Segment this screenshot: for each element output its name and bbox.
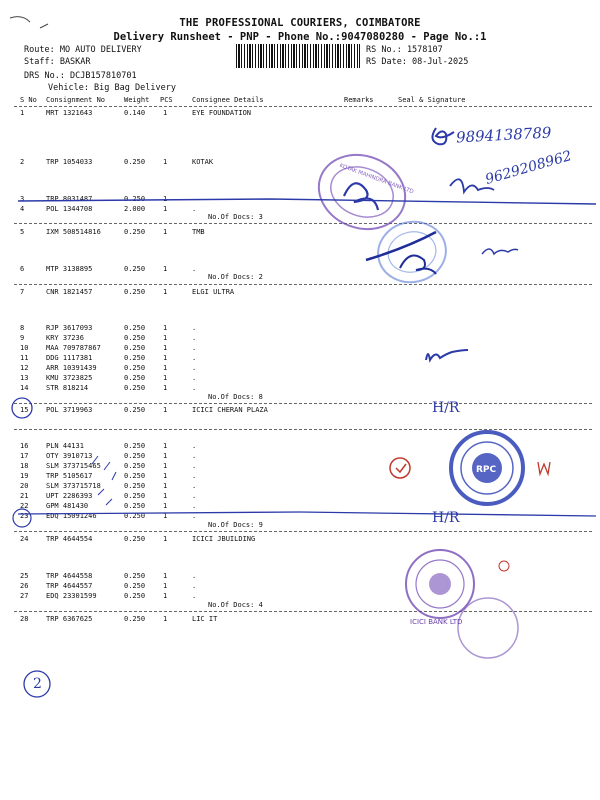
- row-consignment: DDG 1117381: [46, 354, 93, 362]
- row-weight: 0.250: [124, 344, 146, 352]
- kotak-stamp-icon: [308, 143, 415, 241]
- signature-icon: [450, 179, 494, 192]
- row-consignment: TRP 4644557: [46, 582, 93, 590]
- row-consignment: ARR 10391439: [46, 364, 97, 372]
- row-consignment: KMU 3723825: [46, 374, 93, 382]
- docs-count: No.Of Docs: 3: [208, 213, 263, 221]
- row-pcs: 1: [163, 288, 168, 296]
- row-sno: 14: [20, 384, 29, 392]
- row-consignment: MRT 1321643: [46, 109, 93, 117]
- row-consignment: MTP 3138895: [46, 265, 93, 273]
- row-details: .: [192, 364, 197, 372]
- row-pcs: 1: [163, 364, 168, 372]
- row-weight: 0.250: [124, 384, 146, 392]
- handwritten-page-mark: 2: [33, 676, 42, 692]
- row-pcs: 1: [163, 572, 168, 580]
- row-sno: 10: [20, 344, 29, 352]
- row-pcs: 1: [163, 109, 168, 117]
- row-consignment: TRP 4644558: [46, 572, 93, 580]
- row-sno: 1: [20, 109, 25, 117]
- row-details: .: [192, 462, 197, 470]
- row-sno: 26: [20, 582, 29, 590]
- rpc-stamp-label: RPC: [476, 465, 497, 475]
- row-weight: 0.250: [124, 354, 146, 362]
- row-sno: 18: [20, 462, 29, 470]
- row-details: ICICI JBUILDING: [192, 535, 256, 543]
- tick-mark-icon: [92, 456, 116, 505]
- col-consignee: Consignee Details: [192, 96, 264, 104]
- row-pcs: 1: [163, 158, 168, 166]
- signature-icon: [482, 249, 518, 254]
- row-weight: 0.250: [124, 572, 146, 580]
- row-details: .: [192, 592, 197, 600]
- row-sno: 5: [20, 228, 25, 236]
- row-sno: 3: [20, 195, 25, 203]
- row-pcs: 1: [163, 384, 168, 392]
- docs-count: No.Of Docs: 4: [208, 601, 263, 609]
- handwritten-hr-2: H/R: [432, 510, 460, 526]
- row-weight: 2.000: [124, 205, 146, 213]
- row-sno: 13: [20, 374, 29, 382]
- col-weight: Weight: [124, 96, 150, 104]
- red-check-icon: [396, 464, 406, 472]
- row-sno: 21: [20, 492, 29, 500]
- row-consignment: STR 818214: [46, 384, 89, 392]
- row-pcs: 1: [163, 265, 168, 273]
- row-details: .: [192, 205, 197, 213]
- row-details: .: [192, 334, 197, 342]
- row-weight: 0.250: [124, 374, 146, 382]
- red-mark-icon: [499, 561, 509, 571]
- drs-number: DRS No.: DCJB157810701: [24, 71, 137, 81]
- row-details: .: [192, 384, 197, 392]
- row-pcs: 1: [163, 615, 168, 623]
- row-details: TMB: [192, 228, 205, 236]
- row-circle-mark: [13, 509, 31, 527]
- red-check-icon: [390, 458, 410, 478]
- row-consignment: RJP 3617093: [46, 324, 93, 332]
- row-sno: 2: [20, 158, 25, 166]
- row-details: .: [192, 492, 197, 500]
- row-consignment: POL 1344708: [46, 205, 93, 213]
- row-weight: 0.250: [124, 535, 146, 543]
- row-details: .: [192, 472, 197, 480]
- signature-icon: [432, 128, 454, 144]
- row-details: .: [192, 374, 197, 382]
- row-sno: 4: [20, 205, 25, 213]
- row-sno: 17: [20, 452, 29, 460]
- staff-text: Staff: BASKAR: [24, 57, 91, 67]
- docs-count: No.Of Docs: 9: [208, 521, 263, 529]
- row-sno: 16: [20, 442, 29, 450]
- row-consignment: MAA 709787867: [46, 344, 101, 352]
- row-consignment: IXM 508514816: [46, 228, 101, 236]
- col-sno: S No: [20, 96, 37, 104]
- col-remarks: Remarks: [344, 96, 374, 104]
- row-sno: 24: [20, 535, 29, 543]
- row-sno: 23: [20, 512, 29, 520]
- row-pcs: 1: [163, 205, 168, 213]
- row-sno: 12: [20, 364, 29, 372]
- page-circle-mark: [24, 671, 50, 697]
- row-consignment: TRP 6367625: [46, 615, 93, 623]
- row-pcs: 1: [163, 472, 168, 480]
- row-weight: 0.250: [124, 482, 146, 490]
- row-consignment: SLM 373715465: [46, 462, 101, 470]
- row-pcs: 1: [163, 344, 168, 352]
- row-weight: 0.250: [124, 512, 146, 520]
- handwritten-hr-1: H/R: [432, 400, 460, 416]
- row-sno: 8: [20, 324, 25, 332]
- row-consignment: CNR 1821457: [46, 288, 93, 296]
- row-consignment: OTY 3910713: [46, 452, 93, 460]
- icici-stamp-icon: [406, 550, 474, 618]
- row-consignment: POL 3719963: [46, 406, 93, 414]
- row-consignment: TRP 5105617: [46, 472, 93, 480]
- icici-stamp-label: ICICI BANK LTD: [410, 618, 463, 626]
- row-consignment: SLM 373715718: [46, 482, 101, 490]
- row-details: .: [192, 354, 197, 362]
- row-sno: 6: [20, 265, 25, 273]
- row-weight: 0.250: [124, 288, 146, 296]
- row-pcs: 1: [163, 452, 168, 460]
- row-details: .: [192, 442, 197, 450]
- row-weight: 0.250: [124, 502, 146, 510]
- row-sno: 25: [20, 572, 29, 580]
- row-sno: 22: [20, 502, 29, 510]
- row-details: .: [192, 344, 197, 352]
- row-pcs: 1: [163, 228, 168, 236]
- row-pcs: 1: [163, 482, 168, 490]
- row-details: ICICI CHERAN PLAZA: [192, 406, 268, 414]
- row-details: KOTAK: [192, 158, 214, 166]
- row-details: .: [192, 572, 197, 580]
- rs-date: RS Date: 08-Jul-2025: [366, 57, 469, 67]
- row-weight: 0.250: [124, 592, 146, 600]
- rs-number: RS No.: 1578107: [366, 45, 443, 55]
- row-details: .: [192, 265, 197, 273]
- row-weight: 0.250: [124, 324, 146, 332]
- row-consignment: UPT 2286393: [46, 492, 93, 500]
- row-details: EYE FOUNDATION: [192, 109, 252, 117]
- row-consignment: TRP 1054033: [46, 158, 93, 166]
- vehicle-text: Vehicle: Big Bag Delivery: [48, 83, 176, 93]
- row-weight: 0.250: [124, 364, 146, 372]
- strike-line: [18, 512, 596, 516]
- row-pcs: 1: [163, 592, 168, 600]
- row-pcs: 1: [163, 582, 168, 590]
- red-mark-icon: [538, 462, 550, 474]
- docs-count: No.Of Docs: 2: [208, 273, 263, 281]
- col-consignment: Consignment No: [46, 96, 106, 104]
- route-text: Route: MO AUTO DELIVERY: [24, 45, 142, 55]
- row-weight: 0.250: [124, 228, 146, 236]
- row-pcs: 1: [163, 492, 168, 500]
- company-title: THE PROFESSIONAL COURIERS, COIMBATORE: [179, 17, 421, 29]
- row-sno: 9: [20, 334, 25, 342]
- row-pcs: 1: [163, 354, 168, 362]
- row-sno: 28: [20, 615, 29, 623]
- row-pcs: 1: [163, 195, 168, 203]
- row-consignment: EDQ 15091246: [46, 512, 97, 520]
- row-details: .: [192, 452, 197, 460]
- strike-line: [18, 199, 596, 204]
- row-sno: 11: [20, 354, 29, 362]
- row-weight: 0.250: [124, 442, 146, 450]
- row-weight: 0.250: [124, 615, 146, 623]
- row-consignment: TRP 4644554: [46, 535, 93, 543]
- row-pcs: 1: [163, 535, 168, 543]
- row-sno: 27: [20, 592, 29, 600]
- row-pcs: 1: [163, 324, 168, 332]
- corner-mark: [40, 24, 48, 28]
- row-weight: 0.140: [124, 109, 146, 117]
- row-pcs: 1: [163, 462, 168, 470]
- row-weight: 0.250: [124, 582, 146, 590]
- row-details: .: [192, 512, 197, 520]
- row-pcs: 1: [163, 502, 168, 510]
- row-pcs: 1: [163, 334, 168, 342]
- row-weight: 0.250: [124, 472, 146, 480]
- row-weight: 0.250: [124, 334, 146, 342]
- row-details: .: [192, 582, 197, 590]
- row-consignment: EDQ 23301599: [46, 592, 97, 600]
- corner-mark: [10, 17, 30, 22]
- icici-stamp-icon: [458, 598, 518, 658]
- row-consignment: PLN 44131: [46, 442, 84, 450]
- handwritten-phone-2: 9629208962: [483, 148, 574, 188]
- row-weight: 0.250: [124, 158, 146, 166]
- row-circle-mark: [12, 398, 32, 418]
- row-weight: 0.250: [124, 265, 146, 273]
- row-consignment: TRP 8031487: [46, 195, 93, 203]
- row-weight: 0.250: [124, 195, 146, 203]
- signature-icon: [344, 183, 378, 210]
- row-pcs: 1: [163, 406, 168, 414]
- kotak-stamp-label: KOTAK MAHINDRA BANK LTD: [338, 162, 415, 196]
- row-details: .: [192, 324, 197, 332]
- row-consignment: GPM 481430: [46, 502, 89, 510]
- row-pcs: 1: [163, 374, 168, 382]
- signature-icon: [426, 350, 468, 360]
- row-weight: 0.250: [124, 406, 146, 414]
- col-pcs: PCS: [160, 96, 173, 104]
- handwritten-phone-1: 9894138789: [455, 123, 552, 147]
- row-sno: 15: [20, 406, 29, 414]
- col-seal: Seal & Signature: [398, 96, 466, 104]
- row-details: .: [192, 502, 197, 510]
- row-pcs: 1: [163, 512, 168, 520]
- row-pcs: 1: [163, 442, 168, 450]
- row-weight: 0.250: [124, 452, 146, 460]
- row-consignment: KRY 37236: [46, 334, 84, 342]
- row-weight: 0.250: [124, 492, 146, 500]
- signature-icon: [366, 232, 436, 260]
- row-weight: 0.250: [124, 462, 146, 470]
- row-sno: 7: [20, 288, 25, 296]
- row-details: LIC IT: [192, 615, 218, 623]
- runsheet-subtitle: Delivery Runsheet - PNP - Phone No.:9047080280 - Page No.:1: [113, 31, 487, 43]
- row-details: ELGI ULTRA: [192, 288, 235, 296]
- row-sno: 20: [20, 482, 29, 490]
- row-sno: 19: [20, 472, 29, 480]
- docs-count: No.Of Docs: 8: [208, 393, 263, 401]
- row-details: .: [192, 482, 197, 490]
